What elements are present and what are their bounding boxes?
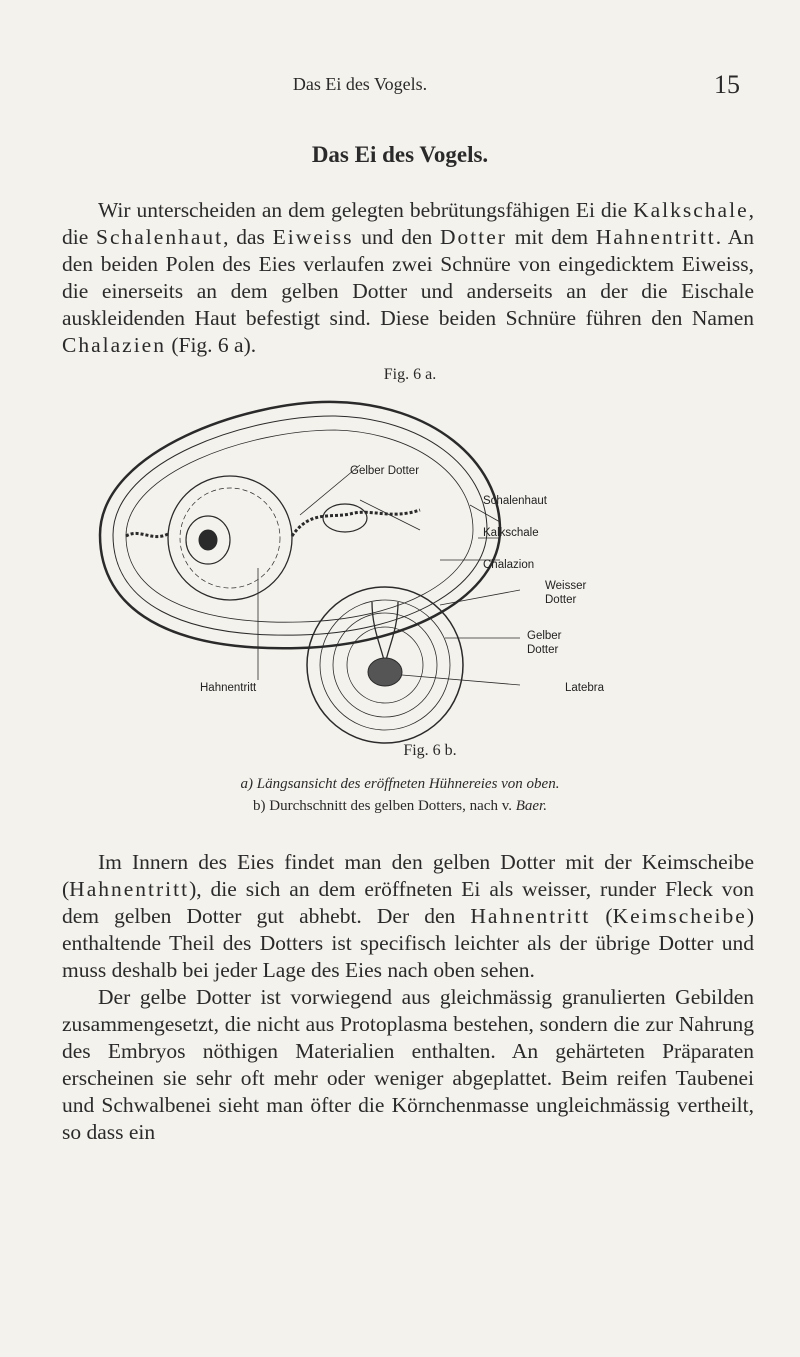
figure-6a-label: Fig. 6 a. <box>383 366 437 383</box>
section-title: Das Ei des Vogels. <box>311 142 489 167</box>
label-gelber-dotter-2: Dotter <box>527 644 559 656</box>
egg-figure-illustration <box>0 390 800 745</box>
label-latebra: Latebra <box>565 682 605 694</box>
chalazion-left <box>126 533 168 536</box>
paragraph-body: Im Innern des Eies findet man den gelben Dotter mit der Keimscheibe (Hahnentritt), die sich an dem eröffneten Ei als weisser, runder Fleck von dem gelben Dotter gut abhebt. Der den Hahnentritt (Keimscheibe) enthaltende Theil des Dotters ist specifisch leichter als der übrige Dotter und muss deshalb bei jeder Lage des Eies nach oben sehen. Der gelbe Dotter ist vorwiegend aus gleichmässig granulierten Gebilden zusammengesetzt, die nicht aus Protoplasma bestehen, sondern die zur Nahrung des Embryos nöthigen Materialien enthalten. An gehärteten Präparaten erscheinen sie sehr oft mehr oder weniger abgeplattet. Beim reifen Taubenei und Schwalbenei sieht man öfter die Körnchenmasse ungleichmässig vertheilt, so dass ein <box>62 850 754 1144</box>
label-hahnentritt: Hahnentritt <box>200 682 257 694</box>
label-weisser-dotter-2: Dotter <box>545 594 577 606</box>
label-gelber-dotter-1: Gelber <box>527 630 562 642</box>
figure-6b-label: Fig. 6 b. <box>403 742 457 759</box>
label-weisser-dotter-1: Weisser <box>545 580 587 592</box>
label-kalkschale: Kalkschale <box>483 527 539 539</box>
hahnentritt-core <box>199 530 217 550</box>
kalkschale-outline <box>100 402 500 648</box>
latebra-stalk <box>372 602 398 665</box>
latebra-body <box>368 658 402 686</box>
page-number: 15 <box>714 70 740 99</box>
label-gelber-dotter-top: Gelber Dotter <box>350 465 420 477</box>
chalazion-right <box>292 510 420 536</box>
page-header <box>0 70 800 100</box>
label-schalenhaut: Schalenhaut <box>483 495 547 507</box>
caption-b: b) Durchschnitt des gelben Dotters, nach v. Baer. <box>253 798 547 814</box>
paragraph-intro: Wir unterscheiden an dem gelegten bebrütungsfähigen Ei die Kalkschale, die Schalenhaut, das Eiweiss und den Dotter mit dem Hahnentritt. An den beiden Polen des Eies verlaufen zwei Schnüre von eingedicktem Eiweiss, die einerseits an dem gelben Dotter und anderseits an der die Eischale auskleidenden Haut befestigt sind. Diese beiden Schnüre führen den Namen Chalazien (Fig. 6 a). <box>62 198 754 357</box>
running-title: Das Ei des Vogels. <box>292 74 428 94</box>
caption-a: a) Längsansicht des eröffneten Hühnereies von oben. <box>240 776 560 792</box>
label-chalazion: Chalazion <box>483 559 535 571</box>
chalazion-right-knot <box>323 504 367 532</box>
